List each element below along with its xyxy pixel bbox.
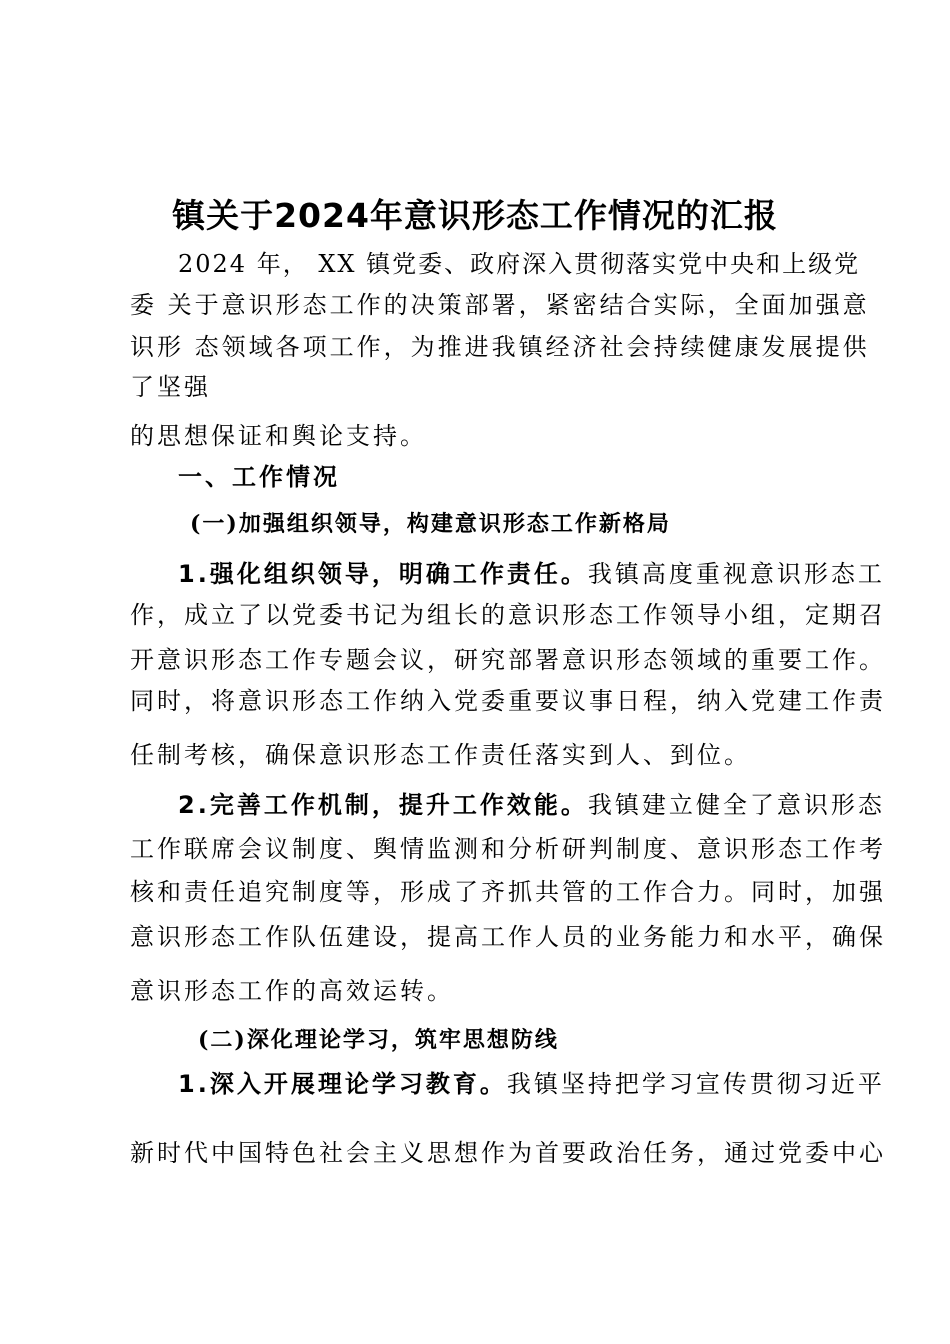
- paragraph-1-line-4: 同时，将意识形态工作纳入党委重要议事日程，纳入党建工作责: [130, 687, 886, 715]
- subsection-heading-1: (一)加强组织领导，构建意识形态工作新格局: [190, 511, 671, 537]
- paragraph-1-lead: 1.强化组织领导，明确工作责任。: [178, 560, 588, 588]
- paragraph-2-line-4: 意识形态工作队伍建设，提高工作人员的业务能力和水平，确保: [130, 923, 886, 951]
- intro-line-4: 了坚强: [130, 373, 211, 401]
- paragraph-1-line-3: 开意识形态工作专题会议，研究部署意识形态领域的重要工作。: [130, 646, 886, 674]
- paragraph-2-lead: 2.完善工作机制，提升工作效能。: [178, 791, 588, 819]
- paragraph-2-first-line: [178, 790, 885, 820]
- paragraph-2-line-5: 意识形态工作的高效运转。: [130, 977, 454, 1005]
- paragraph-1-text: 我镇高度重视意识形态工: [587, 560, 885, 588]
- paragraph-3-lead: 1.深入开展理论学习教育。: [178, 1070, 507, 1098]
- subsection-heading-2: (二)深化理论学习，筑牢思想防线: [198, 1027, 559, 1053]
- paragraph-3-text: 我镇坚持把学习宣传贯彻习近平: [506, 1070, 885, 1098]
- intro-line-5: 的思想保证和舆论支持。: [130, 422, 427, 450]
- paragraph-1-first-line: [178, 559, 885, 589]
- intro-line-2: 委 关于意识形态工作的决策部署，紧密结合实际，全面加强意: [130, 291, 870, 319]
- paragraph-2-text: 我镇建立健全了意识形态: [587, 791, 885, 819]
- paragraph-3-line-2: 新时代中国特色社会主义思想作为首要政治任务，通过党委中心: [130, 1139, 886, 1167]
- intro-line-1: 2024 年， XX 镇党委、政府深入贯彻落实党中央和上级党: [178, 250, 861, 278]
- document-title: 镇关于2024年意识形态工作情况的汇报: [172, 196, 778, 235]
- paragraph-2-line-2: 工作联席会议制度、舆情监测和分析研判制度、意识形态工作考: [130, 835, 886, 863]
- paragraph-1-line-2: 作，成立了以党委书记为组长的意识形态工作领导小组，定期召: [130, 601, 886, 629]
- intro-line-3: 识形 态领域各项工作，为推进我镇经济社会持续健康发展提供: [130, 333, 870, 361]
- paragraph-3-first-line: [178, 1069, 885, 1099]
- paragraph-2-line-3: 核和责任追究制度等，形成了齐抓共管的工作合力。同时，加强: [130, 878, 886, 906]
- section-heading-1: 一、工作情况: [178, 463, 340, 491]
- paragraph-1-line-5: 任制考核，确保意识形态工作责任落实到人、到位。: [130, 741, 751, 769]
